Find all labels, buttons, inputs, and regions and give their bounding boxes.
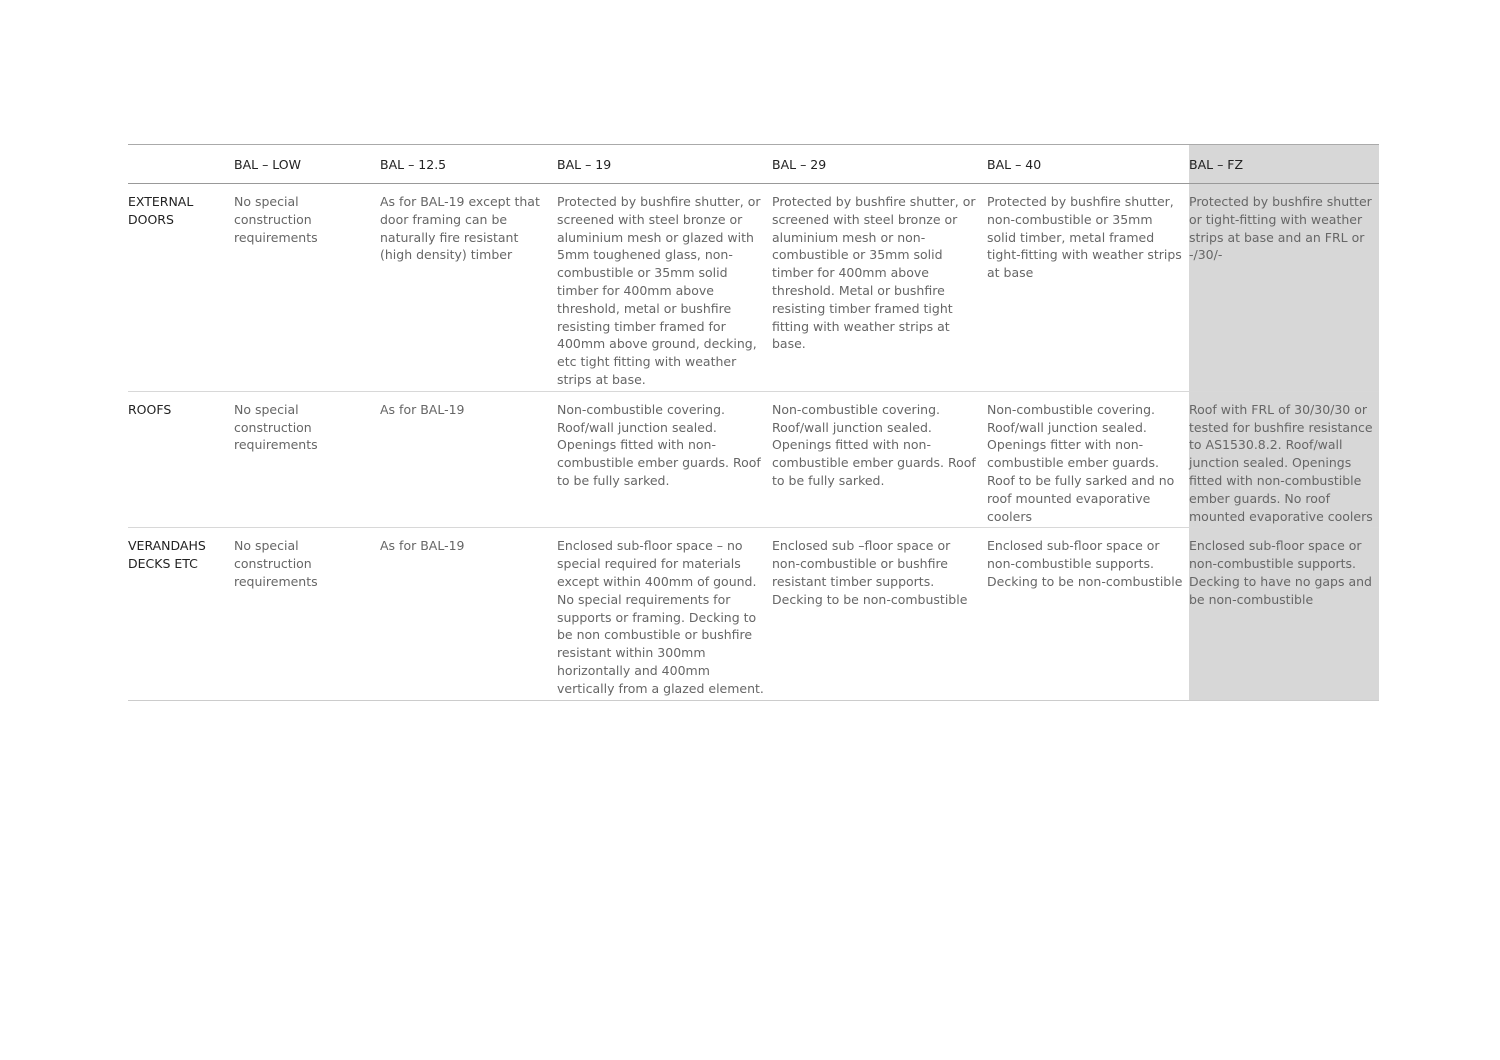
- bal-requirements-table-container: [128, 144, 1379, 701]
- table-cell: As for BAL-19: [380, 528, 557, 700]
- table-row: [128, 528, 1379, 700]
- header-row: [128, 145, 1379, 184]
- table-cell: No special construction requirements: [234, 391, 380, 528]
- header-bal-12-5: BAL – 12.5: [380, 145, 557, 184]
- table-cell: No special construction requirements: [234, 528, 380, 700]
- table-cell: Protected by bushfire shutter, non-combustible or 35mm solid timber, metal framed tight-fitting with weather strips at base: [987, 184, 1189, 392]
- table-cell: Protected by bushfire shutter, or screened with steel bronze or aluminium mesh or glazed with 5mm toughened glass, non-combustible or 35mm solid timber for 400mm above threshold, metal or bushfire resisting timber framed for 400mm above ground, decking, etc tight fitting with weather strips at base.: [557, 184, 772, 392]
- header-bal-low: BAL – LOW: [234, 145, 380, 184]
- row-label-external-doors: EXTERNAL DOORS: [128, 184, 234, 392]
- table-row: [128, 184, 1379, 392]
- table-cell: No special construction requirements: [234, 184, 380, 392]
- row-label-verandahs-decks: VERANDAHS DECKS ETC: [128, 528, 234, 700]
- table-cell: As for BAL-19: [380, 391, 557, 528]
- header-bal-19: BAL – 19: [557, 145, 772, 184]
- header-bal-40: BAL – 40: [987, 145, 1189, 184]
- table-cell: Enclosed sub –floor space or non-combustible or bushfire resistant timber supports. Decking to be non-combustible: [772, 528, 987, 700]
- table-cell: Non-combustible covering. Roof/wall junction sealed. Openings fitted with non-combustible ember guards. Roof to be fully sarked.: [557, 391, 772, 528]
- header-bal-fz: BAL – FZ: [1189, 145, 1379, 184]
- table-row: [128, 391, 1379, 528]
- table-cell-fz: Roof with FRL of 30/30/30 or tested for bushfire resistance to AS1530.8.2. Roof/wall junction sealed. Openings fitted with non-combustible ember guards. No roof mounted evaporative coolers: [1189, 391, 1379, 528]
- table-cell: Non-combustible covering. Roof/wall junction sealed. Openings fitter with non-combustible ember guards. Roof to be fully sarked and no roof mounted evaporative coolers: [987, 391, 1189, 528]
- bal-requirements-table: [128, 144, 1379, 701]
- table-cell: Enclosed sub-floor space or non-combustible supports. Decking to be non-combustible: [987, 528, 1189, 700]
- table-cell: Enclosed sub-floor space – no special required for materials except within 400mm of gound. No special requirements for supports or framing. Decking to be non combustible or bushfire resistant within 300mm horizontally and 400mm vertically from a glazed element.: [557, 528, 772, 700]
- header-bal-29: BAL – 29: [772, 145, 987, 184]
- table-cell: As for BAL-19 except that door framing can be naturally fire resistant (high density) timber: [380, 184, 557, 392]
- table-cell: Protected by bushfire shutter, or screened with steel bronze or aluminium mesh or non-combustible or 35mm solid timber for 400mm above threshold. Metal or bushfire resisting timber framed tight fitting with weather strips at base.: [772, 184, 987, 392]
- row-label-roofs: ROOFS: [128, 391, 234, 528]
- table-cell-fz: Protected by bushfire shutter or tight-fitting with weather strips at base and an FRL or -/30/-: [1189, 184, 1379, 392]
- header-corner: [128, 145, 234, 184]
- table-cell: Non-combustible covering. Roof/wall junction sealed. Openings fitted with non-combustible ember guards. Roof to be fully sarked.: [772, 391, 987, 528]
- table-cell-fz: Enclosed sub-floor space or non-combustible supports. Decking to have no gaps and be non-combustible: [1189, 528, 1379, 700]
